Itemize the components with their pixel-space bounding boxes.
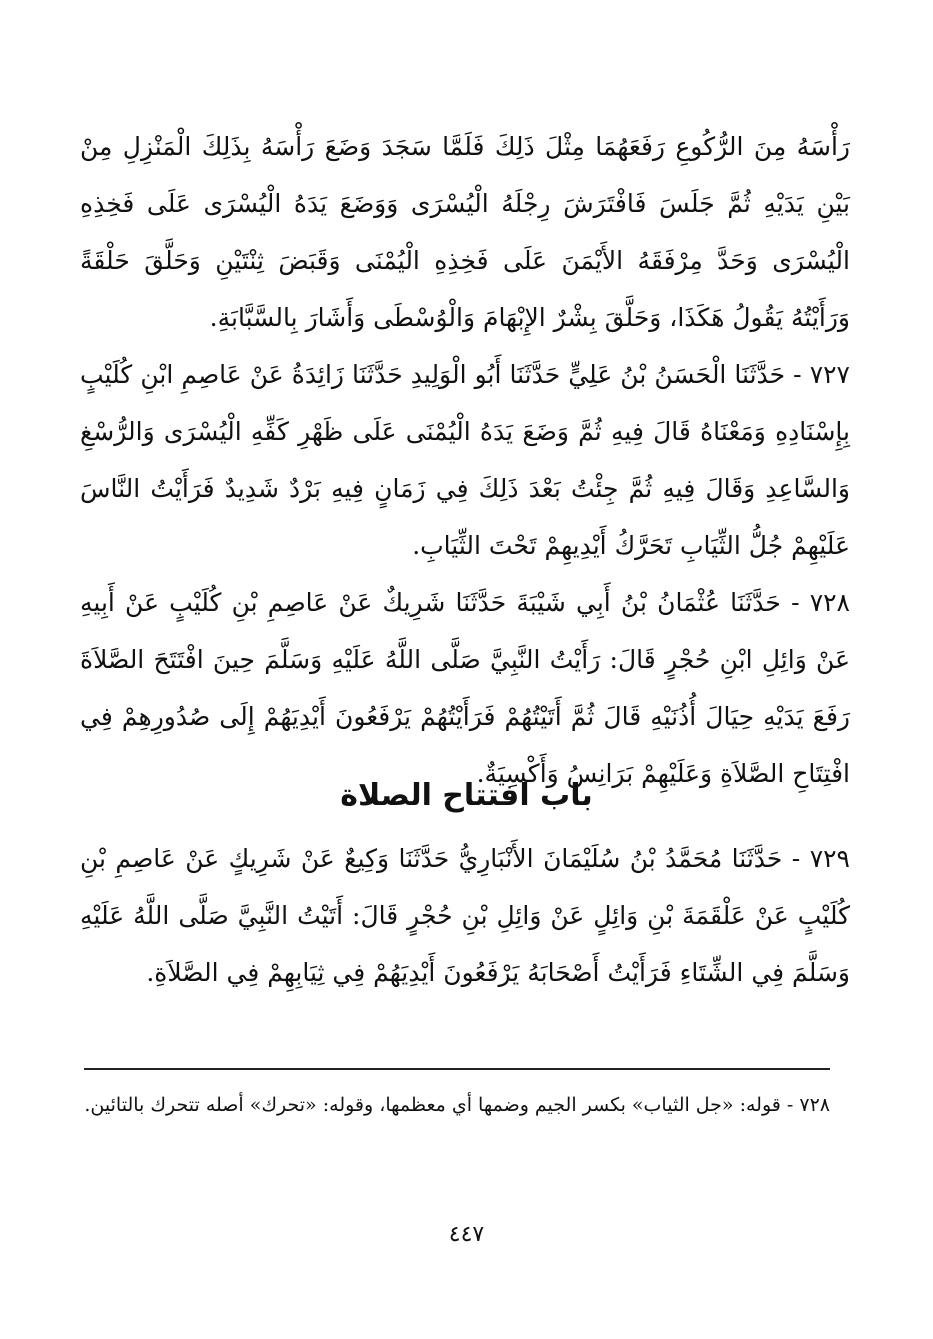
chapter-heading: باب افتتاح الصلاة — [340, 778, 593, 813]
hadith-729: ٧٢٩ - حَدَّثَنَا مُحَمَّدُ بْنُ سُلَيْمَانَ الأَنْبَارِيُّ حَدَّثَنَا وَكِيعٌ عَنْ شَرِيكٍ عَنْ عَاصِمِ بْنِ كُلَيْبٍ عَنْ عَلْقَمَةَ بْنِ وَائِلٍ عَنْ وَائِلِ بْنِ حُجْرٍ قَالَ: أَتَيْتُ النَّبِيَّ صَلَّى اللَّهُ عَلَيْهِ وَسَلَّمَ فِي الشِّتَاءِ فَرَأَيْتُ أَصْحَابَهُ يَرْفَعُونَ أَيْدِيَهُمْ فِي ثِيَابِهِمْ فِي الصَّلاَةِ. — [80, 844, 850, 987]
footnote-divider — [84, 1068, 830, 1070]
footnote: ٧٢٨ - قوله: «جل الثياب» بكسر الجيم وضمها أي معظمها، وقوله: «تحرك» أصله تتحرك بالتائين. — [84, 1094, 830, 1116]
paragraph-continuation: رَأْسَهُ مِنَ الرُّكُوعِ رَفَعَهُمَا مِثْلَ ذَلِكَ فَلَمَّا سَجَدَ وَضَعَ رَأْسَهُ بِذَلِكَ الْمَنْزِلِ مِنْ بَيْنِ يَدَيْهِ ثُمَّ جَلَسَ فَافْتَرَشَ رِجْلَهُ الْيُسْرَى وَوَضَعَ يَدَهُ الْيُسْرَى عَلَى فَخِذِهِ الْيُسْرَى وَحَدَّ مِرْفَقَهُ الأَيْمَنَ عَلَى فَخِذِهِ الْيُمْنَى وَقَبَضَ ثِنْتَيْنِ وَحَلَّقَ حَلْقَةً وَرَأَيْتُهُ يَقُولُ هَكَذَا، وَحَلَّقَ بِشْرٌ الإِبْهَامَ وَالْوُسْطَى وَأَشَارَ بِالسَّبَّابَةِ. — [80, 132, 850, 332]
page-number: ٤٤٧ — [448, 1222, 485, 1247]
hadith-727: ٧٢٧ - حَدَّثَنَا الْحَسَنُ بْنُ عَلِيٍّ حَدَّثَنَا أَبُو الْوَلِيدِ حَدَّثَنَا زَائِدَةُ عَنْ عَاصِمِ ابْنِ كُلَيْبٍ بِإِسْنَادِهِ وَمَعْنَاهُ قَالَ فِيهِ ثُمَّ وَضَعَ يَدَهُ الْيُمْنَى عَلَى ظَهْرِ كَفِّهِ الْيُسْرَى وَالرُّسْغِ وَالسَّاعِدِ وَقَالَ فِيهِ ثُمَّ جِئْتُ بَعْدَ ذَلِكَ فِي زَمَانٍ فِيهِ بَرْدٌ شَدِيدٌ فَرَأَيْتُ النَّاسَ عَلَيْهِمْ جُلُّ الثِّيَابِ تَحَرَّكُ أَيْدِيهِمْ تَحْتَ الثِّيَابِ. — [80, 360, 850, 560]
main-text-block — [80, 118, 850, 802]
hadith-728: ٧٢٨ - حَدَّثَنَا عُثْمَانُ بْنُ أَبِي شَيْبَةَ حَدَّثَنَا شَرِيكٌ عَنْ عَاصِمِ بْنِ كُلَيْبٍ عَنْ أَبِيهِ عَنْ وَائِلِ ابْنِ حُجْرٍ قَالَ: رَأَيْتُ النَّبِيَّ صَلَّى اللَّهُ عَلَيْهِ وَسَلَّمَ حِينَ افْتَتَحَ الصَّلاَةَ رَفَعَ يَدَيْهِ حِيَالَ أُذُنَيْهِ قَالَ ثُمَّ أَتَيْتُهُمْ فَرَأَيْتُهُمْ يَرْفَعُونَ أَيْدِيَهُمْ إِلَى صُدُورِهِمْ فِي افْتِتَاحِ الصَّلاَةِ وَعَلَيْهِمْ بَرَانِسُ وَأَكْسِيَةٌ. — [80, 588, 850, 788]
main-text-block-2 — [80, 830, 850, 1001]
